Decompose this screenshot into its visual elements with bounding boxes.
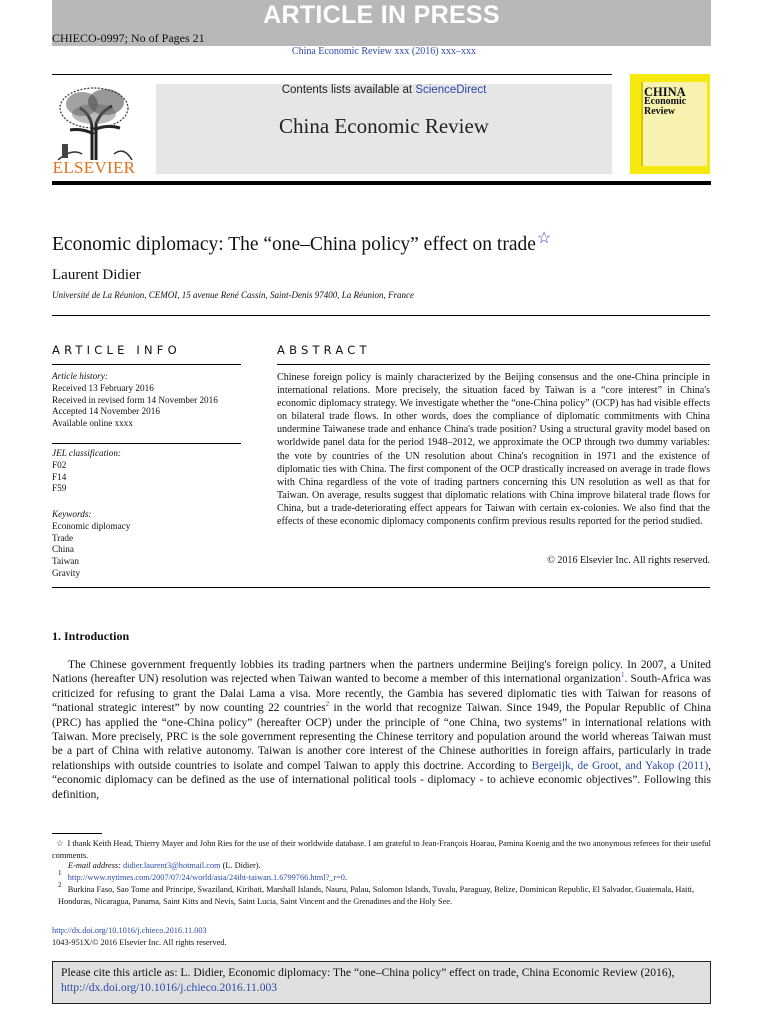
- history-label: Article history:: [52, 371, 108, 381]
- article-title-text: Economic diplomacy: The “one–China policy” effect on trade: [52, 234, 536, 255]
- journal-header-box: [156, 84, 612, 174]
- footnote-acknowledgement: [52, 838, 711, 861]
- footnote-1-link[interactable]: http://www.nytimes.com/2007/07/24/world/asia/24iht-taiwan.1.6799766.html?_r=0: [67, 873, 345, 882]
- article-info-rule: [52, 364, 241, 365]
- keyword: Gravity: [52, 567, 81, 578]
- sciencedirect-link[interactable]: ScienceDirect: [415, 84, 487, 96]
- section-rule: [52, 587, 710, 588]
- cite-doi-link[interactable]: http://dx.doi.org/10.1016/j.chieco.2016.11.003: [61, 980, 278, 994]
- intro-text: The Chinese government frequently lobbies its trading partners when the partners undermine Beijing's foreign policy. In 2007, a United Nations (hereafter UN) resolution was rejected when Taiwan wanted to become a member of this international organization: [52, 659, 711, 686]
- footnote-2-text: Burkina Faso, Sao Tome and Principe, Swaziland, Kiribati, Marshall Islands, Nauru, Palau, Solomon Islands, Tuvalu, Paraguay, Belize, Dominican Republic, El Salvador, Guatemala, Haiti, Honduras, Nicaragua, Panama, Saint Kitts and Nevis, Saint Lucia, Saint Vincent and the Grenadines and the Holy See.: [58, 885, 695, 906]
- footnote-1: [58, 869, 348, 884]
- abstract-text: Chinese foreign policy is mainly characterized by the Beijing consensus and the one-China principle in international relations. More precisely, the situation faced by Taiwan is a “core interest” in China's economic diplomacy strategy. We investigate whether the “one-China policy” (OCP) has had visible effects on bilateral trade flows. In other words, does the compliance of diplomatic commitments with China undermine Taiwanese trade and enhance China's trade position? Using a structural gravity model based on worldwide panel data for the period 1948–2012, we approximate the OCP through two dummy variables: the vote by countries of the UN resolution about China's recognition in 1971 and the existence of diplomatic ties with China. The first component of the OCP drastically increased on average in trade flows with China regardless of the vote of trading partners concerning this UN resolution as well as that for Taiwan. On average, results suggest that diplomatic relations with China improve bilateral trade flows for China, but a trade-deteriorating effect appears for Taiwan with certain ex-colonies. We also find that the effects of these economic diplomacy components confirm previous results reported for the period studied.: [277, 372, 710, 528]
- footnote-1-number: 1: [58, 869, 62, 877]
- keyword: Trade: [52, 532, 74, 543]
- abstract-heading: ABSTRACT: [277, 343, 371, 357]
- keyword: Taiwan: [52, 556, 79, 567]
- cover-subtitle-line: Economic: [644, 96, 687, 107]
- intro-text: , “economic diplomacy can be defined as the use of international political tools - diplomacy - to achieve economic objectives”. Following this definition,: [52, 759, 711, 801]
- keyword: China: [52, 544, 74, 555]
- email-suffix: (L. Didier).: [220, 861, 261, 870]
- cover-title: CHINA: [644, 85, 686, 99]
- cover-subtitle: [644, 97, 686, 117]
- cover-subtitle-line: Review: [644, 106, 676, 117]
- keyword: Economic diplomacy: [52, 520, 131, 531]
- acknowledgement-text: I thank Keith Head, Thierry Mayer and John Ries for the use of their worldwide database. I am grateful to Jean-François Hoarau, Pamina Koenig and the two anonymous referees for their useful comments.: [52, 839, 711, 860]
- introduction-paragraph: [52, 658, 711, 802]
- jel-code: F14: [52, 471, 67, 482]
- cite-this-article-box: [52, 961, 711, 1004]
- document-id: CHIECO-0997; No of Pages 21: [52, 31, 205, 45]
- history-item: Received in revised form 14 November 2016: [52, 394, 218, 405]
- journal-cover-thumbnail[interactable]: [630, 74, 710, 174]
- contents-line: [156, 84, 612, 96]
- doi-link[interactable]: http://dx.doi.org/10.1016/j.chieco.2016.11.003: [52, 926, 207, 935]
- contents-prefix: Contents lists available at: [281, 84, 416, 96]
- issn-copyright: 1043-951X/© 2016 Elsevier Inc. All rights reserved.: [52, 938, 227, 947]
- footnote-2-number: 2: [58, 881, 62, 889]
- footnote-2: [58, 881, 710, 907]
- email-label: E-mail address:: [68, 861, 121, 870]
- citation-link[interactable]: Bergeijk, de Groot, and Yakop (2011): [531, 759, 709, 772]
- journal-reference-link[interactable]: China Economic Review xxx (2016) xxx–xxx: [291, 46, 477, 57]
- author-name: Laurent Didier: [52, 267, 141, 283]
- elsevier-wordmark: ELSEVIER: [52, 158, 136, 177]
- jel-code: F02: [52, 459, 67, 470]
- footnote-email: [68, 860, 261, 872]
- header-thick-rule: [52, 181, 711, 185]
- cite-text-body: Please cite this article as: L. Didier, Economic diplomacy: The “one–China policy” effect on trade, China Economic Review (2016),: [61, 966, 675, 979]
- article-title: [52, 228, 551, 256]
- abstract-copyright: © 2016 Elsevier Inc. All rights reserved.: [547, 555, 710, 566]
- footnote-1-suffix: .: [344, 873, 348, 882]
- author-affiliation: Université de La Réunion, CEMOI, 15 avenue René Cassin, Saint-Denis 97400, La Réunion, France: [52, 290, 414, 300]
- article-history: [52, 371, 218, 430]
- jel-classification: [52, 448, 121, 495]
- introduction-heading: 1. Introduction: [52, 629, 130, 643]
- elsevier-tree-logo: [52, 84, 136, 160]
- keywords: [52, 509, 130, 580]
- section-rule: [52, 315, 710, 316]
- intro-text: in the world that recognize Taiwan. Since 1949, the Popular Republic of China (PRC) has applied the “one-China policy” (hereafter OCP) under the principle of “one China, two systems” in international relations with Taiwan. More precisely, PRC is the sole government representing the Chinese territory and population around the world whereas Taiwan must be a part of China with relative autonomy. Taiwan is another core interest of the Chinese authorities in foreign affairs, particularly in trade relationships with outside countries to isolate and compel Taiwan to apply this doctrine. According to: [52, 702, 712, 772]
- journal-name: China Economic Review: [279, 114, 489, 138]
- footnote-2-marker[interactable]: 2: [325, 700, 330, 709]
- footnote-rule: [52, 833, 102, 834]
- title-footnote-star-icon[interactable]: ☆: [536, 230, 552, 247]
- footnote-star-icon: ☆: [56, 839, 64, 848]
- jel-label: JEL classification:: [52, 448, 121, 458]
- cite-text: [61, 966, 703, 995]
- banner-text: ARTICLE IN PRESS: [263, 1, 500, 29]
- email-link[interactable]: didier.laurent3@hotmail.com: [123, 861, 221, 870]
- jel-code: F59: [52, 483, 67, 494]
- history-item: Received 13 February 2016: [52, 382, 154, 393]
- article-info-heading: ARTICLE INFO: [52, 343, 181, 357]
- intro-text: . South-Africa was criticized for refusing to grant the Dalai Lama a visa. More recently, the Gambia has severed diplomatic ties with Taiwan for reasons of “national strategic interest” by now counting 22 countries: [52, 673, 711, 715]
- jel-rule: [52, 443, 241, 444]
- history-item: Available online xxxx: [52, 418, 133, 429]
- history-item: Accepted 14 November 2016: [52, 406, 160, 417]
- keywords-label: Keywords:: [52, 509, 92, 519]
- abstract-rule: [277, 364, 710, 365]
- header-rule: [52, 74, 612, 75]
- footnote-1-marker[interactable]: 1: [620, 671, 625, 680]
